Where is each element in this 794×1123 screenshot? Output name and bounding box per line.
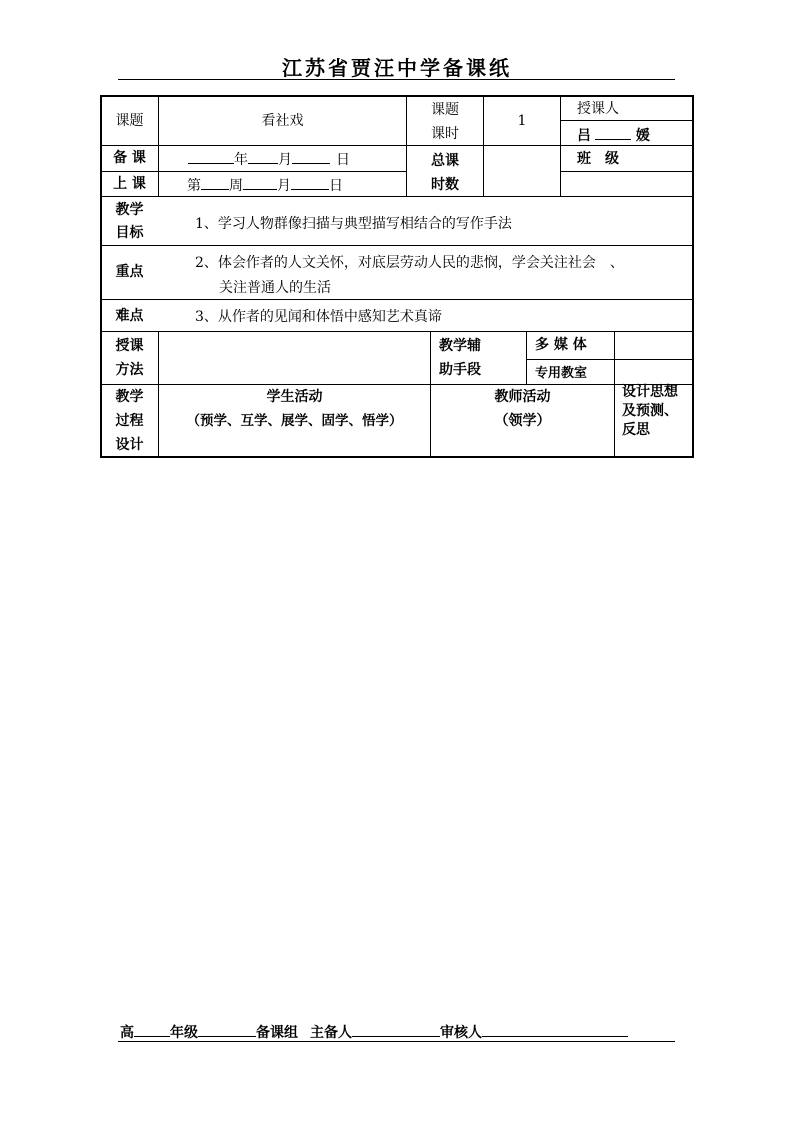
week-prefix: 第	[187, 178, 201, 194]
col-line	[614, 331, 615, 457]
month-text: 月	[278, 152, 292, 168]
row-line	[100, 384, 694, 385]
table-right-border	[692, 95, 694, 457]
class-date	[187, 173, 402, 197]
blank-line	[201, 173, 229, 190]
goals-label-top: 教学	[115, 202, 144, 218]
blank-line	[292, 147, 330, 164]
blank-line	[595, 123, 631, 140]
class-label: 班 级	[577, 151, 619, 167]
grade-label: 年级	[170, 1025, 198, 1041]
title-underline	[118, 79, 675, 80]
month-text: 月	[277, 178, 291, 194]
blank-line	[243, 173, 277, 190]
teacher-name-part: 媛	[635, 128, 650, 144]
row-line	[100, 171, 406, 172]
media-label: 多 媒 体	[535, 337, 587, 353]
blank-line	[352, 1020, 440, 1037]
table-bottom-border	[100, 456, 694, 458]
row-line	[560, 171, 694, 172]
footer-signature-line	[120, 1020, 628, 1042]
process-label-1: 教学	[115, 389, 144, 405]
lesson-title: 看社戏	[261, 113, 304, 129]
design-notes-1: 设计思想	[622, 384, 678, 400]
prep-label: 备 课	[113, 150, 146, 166]
method-label-top: 授课	[115, 338, 144, 354]
teacher-activity-sub: （领学）	[494, 413, 551, 429]
total-hours-label-bottom: 时数	[431, 177, 459, 193]
goals-text: 1、学习人物群像扫描与典型描写相结合的写作手法	[195, 216, 512, 232]
teacher-activity-title: 教师活动	[494, 389, 551, 405]
room-label: 专用教室	[535, 366, 588, 381]
design-notes-2: 及预测、	[622, 403, 678, 419]
method-label-bottom: 方法	[115, 362, 144, 378]
blank-line	[188, 147, 234, 164]
hours-value: 1	[517, 113, 527, 129]
table-top-border	[100, 95, 694, 97]
goals-label-bottom: 目标	[115, 225, 144, 241]
blank-line	[134, 1020, 170, 1037]
hours-label-bottom: 课时	[431, 126, 459, 142]
page-title: 江苏省贾汪中学备课纸	[282, 56, 512, 80]
process-label-2: 过程	[115, 413, 144, 429]
row-line	[560, 120, 694, 121]
difficulty-label: 难点	[115, 308, 144, 324]
review-label: 审核人	[440, 1025, 482, 1041]
total-hours-label-top: 总课	[431, 153, 459, 169]
blank-line	[482, 1020, 628, 1037]
blank-line	[248, 147, 278, 164]
footer-rule	[118, 1041, 675, 1042]
lead-label: 主备人	[310, 1025, 352, 1041]
class-time-label: 上 课	[113, 176, 146, 192]
key-points-text-2: 关注普通人的生活	[219, 280, 331, 296]
difficulty-text: 3、从作者的见闻和体悟中感知艺术真谛	[195, 309, 442, 325]
row-line	[526, 359, 694, 360]
hours-label-top: 课题	[431, 102, 459, 118]
group-label: 备课组	[256, 1025, 298, 1041]
col-line	[560, 95, 561, 196]
design-notes-3: 反思	[622, 422, 650, 438]
year-text: 年	[234, 152, 248, 168]
week-text: 周	[229, 178, 243, 194]
row-line	[100, 299, 694, 300]
student-activity-sub: （预学、互学、展学、固学、悟学）	[186, 413, 403, 429]
day-text: 日	[329, 178, 343, 194]
row-line	[100, 331, 694, 332]
aid-label-top: 教学辅	[439, 338, 481, 354]
teacher-name-part: 吕	[577, 128, 591, 144]
col-line	[526, 331, 527, 384]
aid-label-bottom: 助手段	[439, 362, 481, 378]
prep-date	[188, 147, 403, 171]
teacher-name	[577, 123, 659, 147]
blank-line	[198, 1020, 256, 1037]
student-activity-title: 学生活动	[266, 389, 323, 405]
key-points-label: 重点	[115, 264, 144, 280]
key-points-text-1: 2、体会作者的人文关怀，对底层劳动人民的悲悯，学会关注社会 、	[195, 255, 624, 271]
grade-prefix: 高	[120, 1025, 134, 1041]
topic-label: 课题	[115, 113, 144, 129]
process-label-3: 设计	[115, 437, 144, 453]
teacher-label: 授课人	[577, 101, 619, 117]
day-text: 日	[336, 152, 350, 168]
blank-line	[291, 173, 329, 190]
row-line	[100, 245, 694, 246]
